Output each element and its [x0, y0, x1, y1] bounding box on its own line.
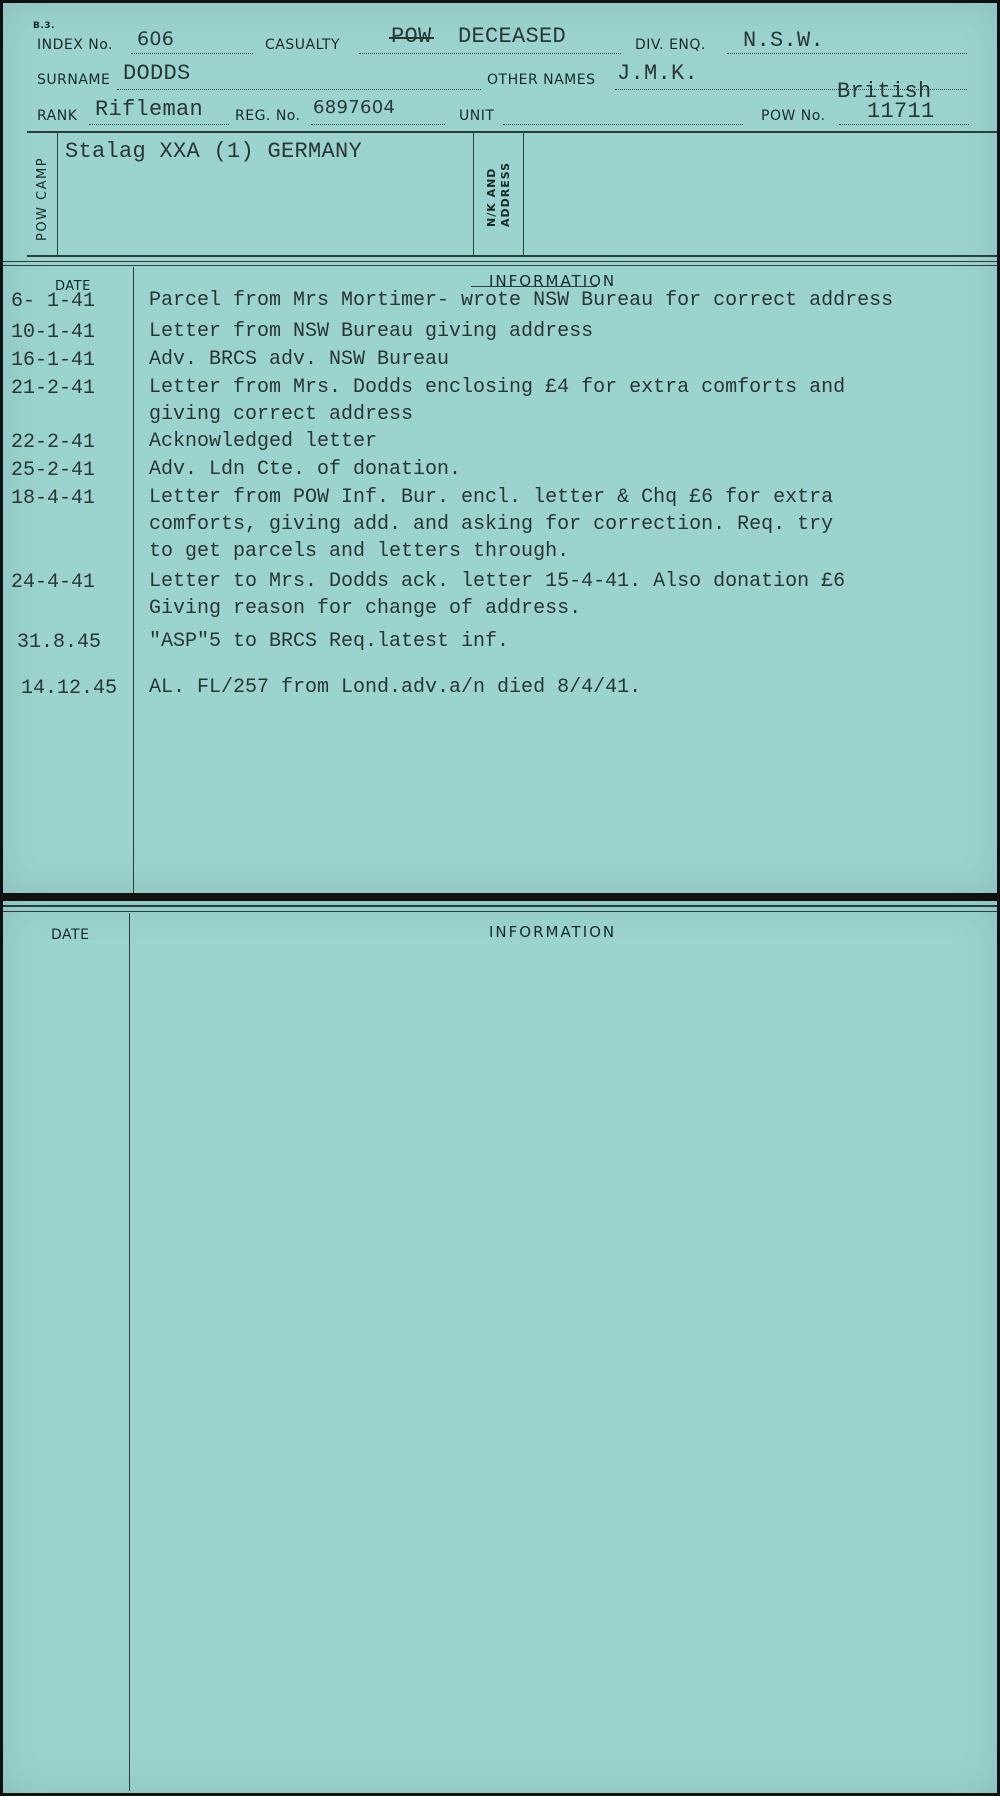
- entry-line: Giving reason for change of address.: [149, 597, 582, 620]
- unit-line: [503, 124, 743, 125]
- entry-date: 6- 1-41: [11, 290, 96, 313]
- entry-line: to get parcels and letters through.: [149, 540, 570, 563]
- casualty-line: [359, 53, 621, 54]
- other-names-value: J.M.K.: [617, 61, 699, 86]
- pow-no-line: [839, 124, 969, 125]
- index-no-line: [131, 53, 253, 54]
- entry-text: [149, 346, 449, 373]
- entry-date: 10-1-41: [11, 321, 96, 344]
- camp-mid-divider: [473, 133, 474, 257]
- entry-date: 14.12.45: [21, 677, 118, 700]
- reg-no-label: REG. No.: [235, 108, 301, 124]
- card-back: [3, 901, 997, 1793]
- div-enq-line: [727, 53, 967, 54]
- nk-address-label-1: N/K AND: [485, 167, 498, 227]
- entry-text: [149, 568, 845, 622]
- entry-date: 21-2-41: [11, 377, 96, 400]
- casualty-value-struck: [391, 24, 432, 49]
- entry-text: [149, 484, 833, 565]
- back-top-rule-1: [3, 905, 997, 907]
- index-no-value: 606: [137, 28, 175, 50]
- entry-date: 31.8.45: [17, 631, 102, 654]
- other-names-label: OTHER NAMES: [487, 72, 596, 88]
- camp-rule-3: [3, 265, 997, 266]
- entry-overline-mark: [471, 286, 597, 287]
- entry-text: [149, 374, 845, 428]
- entry-line: Letter to Mrs. Dodds ack. letter 15-4-41. Also donation £6: [149, 570, 846, 593]
- date-header: DATE: [55, 279, 91, 294]
- entry-line: "ASP"5 to BRCS Req.latest inf.: [149, 630, 510, 653]
- header-rule: [27, 131, 997, 133]
- card-front: [3, 3, 997, 893]
- entry-date: 25-2-41: [11, 459, 96, 482]
- entry-date: 24-4-41: [11, 571, 96, 594]
- entry-line: Letter from Mrs. Dodds enclosing £4 for extra comforts and: [149, 376, 846, 399]
- entry-line: Adv. BRCS adv. NSW Bureau: [149, 348, 450, 371]
- pow-no-label: POW No.: [761, 108, 826, 124]
- entry-date: 18-4-41: [11, 487, 96, 510]
- entry-line: Letter from NSW Bureau giving address: [149, 320, 594, 343]
- entry-line: Acknowledged letter: [149, 430, 378, 453]
- nk-address-label-2: ADDRESS: [499, 161, 512, 227]
- casualty-struck-text: POW: [391, 24, 432, 49]
- entry-text: [149, 428, 377, 455]
- index-no-label: INDEX No.: [37, 37, 114, 53]
- entry-line: AL. FL/257 from Lond.adv.a/n died 8/4/41.: [149, 676, 642, 699]
- entry-text: [149, 318, 593, 345]
- camp-right-divider: [523, 133, 524, 257]
- casualty-value: DECEASED: [458, 24, 567, 49]
- surname-line: [117, 89, 481, 90]
- rank-line: [89, 124, 229, 125]
- entry-line: Letter from POW Inf. Bur. encl. letter & Chq £6 for extra: [149, 486, 834, 509]
- entry-line: Parcel from Mrs Mortimer- wrote NSW Bureau for correct address: [149, 289, 894, 312]
- reg-no-value: 6897604: [313, 97, 396, 118]
- pow-camp-label: POW CAMP: [35, 156, 50, 241]
- rank-value: Rifleman: [95, 97, 204, 122]
- back-date-column-divider: [129, 913, 130, 1791]
- surname-label: SURNAME: [37, 72, 111, 88]
- entry-line: comforts, giving add. and asking for correction. Req. try: [149, 513, 834, 536]
- pow-no-value: 11711: [867, 99, 935, 124]
- entry-line: Adv. Ldn Cte. of donation.: [149, 458, 462, 481]
- pow-camp-value: Stalag XXA (1) GERMANY: [65, 139, 363, 164]
- form-code: B.3.: [33, 21, 55, 31]
- div-enq-label: DIV. ENQ.: [635, 37, 706, 53]
- entry-text: [149, 287, 893, 314]
- back-date-header: DATE: [51, 927, 90, 943]
- unit-label: UNIT: [459, 108, 495, 124]
- entry-line: giving correct address: [149, 403, 414, 426]
- entry-date: 16-1-41: [11, 349, 96, 372]
- entry-text: [149, 628, 509, 655]
- date-column-divider: [133, 267, 134, 893]
- back-information-header: INFORMATION: [489, 923, 617, 941]
- camp-rule-1: [27, 255, 997, 257]
- nationality-value: British: [837, 79, 932, 104]
- surname-value: DODDS: [123, 61, 191, 86]
- reg-no-line: [311, 124, 445, 125]
- entry-text: [149, 456, 461, 483]
- casualty-label: CASUALTY: [265, 37, 341, 53]
- div-enq-value: N.S.W.: [743, 28, 825, 53]
- back-top-rule-2: [3, 911, 997, 912]
- camp-left-divider: [57, 133, 58, 257]
- entry-date: 22-2-41: [11, 431, 96, 454]
- entry-text: [149, 674, 641, 701]
- camp-rule-2: [3, 261, 997, 262]
- rank-label: RANK: [37, 108, 78, 124]
- information-header: INFORMATION: [489, 272, 617, 290]
